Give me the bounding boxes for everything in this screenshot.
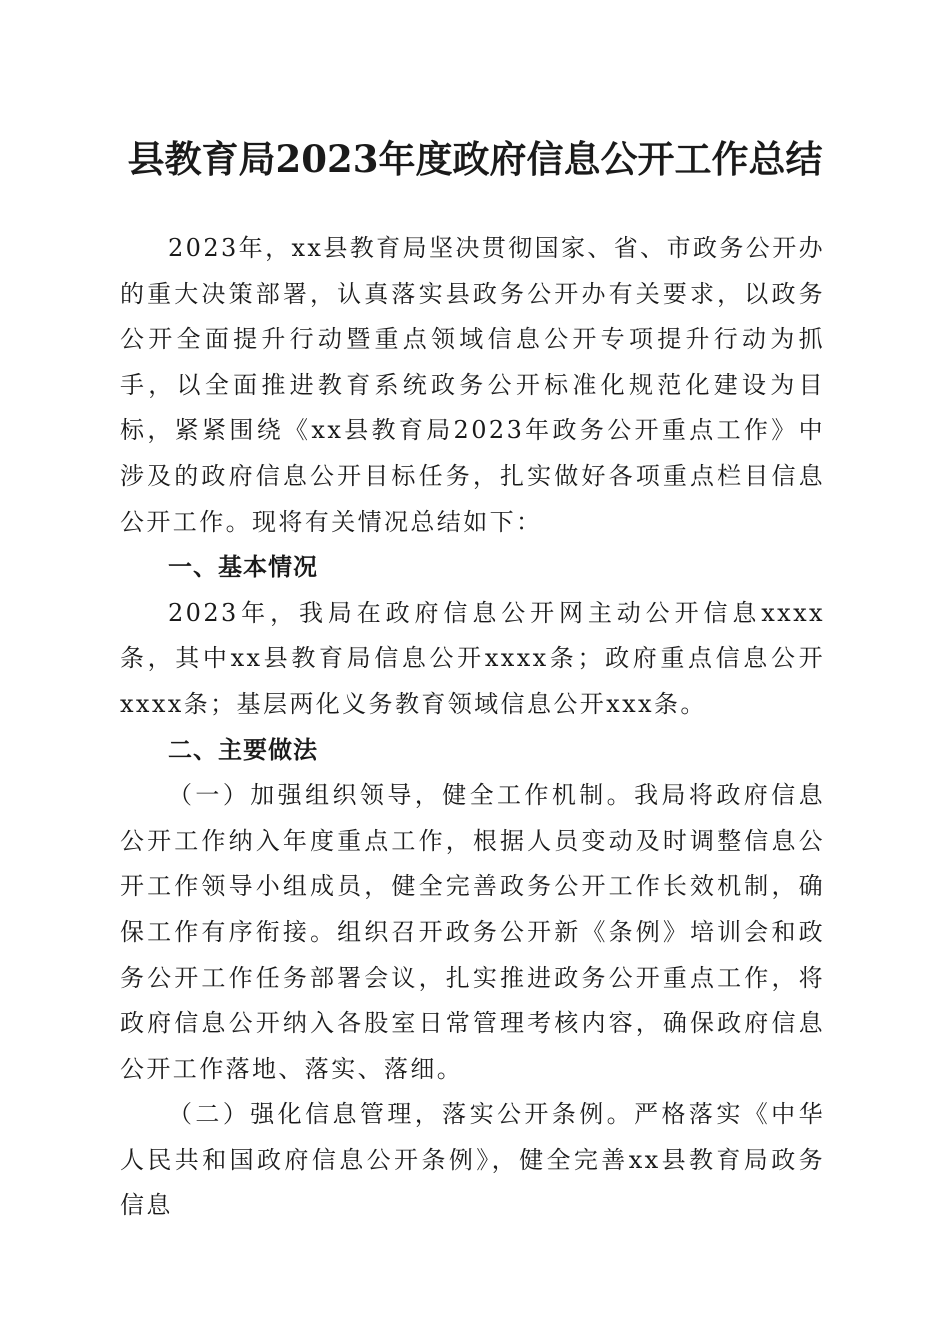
intro-paragraph: 2023年，xx县教育局坚决贯彻国家、省、市政务公开办的重大决策部署，认真落实县政务公开办有关要求，以政务公开全面提升行动暨重点领域信息公开专项提升行动为抓手，以全面推进教育系统政务公开标准化规范化建设为目标，紧紧围绕《xx县教育局2023年政务公开重点工作》中涉及的政府信息公开目标任务，扎实做好各项重点栏目信息公开工作。现将有关情况总结如下： — [120, 234, 825, 536]
section-heading-basic-situation: 一、基本情况 — [168, 553, 318, 582]
paragraph-text: 严格落实《中华人民共和国政府信息公开条例》，健全完善xx县教育局政务信息 — [120, 1100, 825, 1220]
section-heading-main-practices: 二、主要做法 — [168, 735, 318, 764]
paragraph-text: 我局将政府信息公开工作纳入年度重点工作，根据人员变动及时调整信息公开工作领导小组成员，健全完善政务公开工作长效机制，确保工作有序衔接。组织召开政务公开新《条例》培训会和政务公开工作任务部署会议，扎实推进政务公开重点工作，将政府信息公开纳入各股室日常管理考核内容，确保政府信息公开工作落地、落实、落细。 — [120, 781, 825, 1083]
document-body — [120, 226, 825, 1229]
paragraph-text: 2023年，我局在政府信息公开网主动公开信息xxxx条，其中xx县教育局信息公开xxxx条；政府重点信息公开xxxx条；基层两化义务教育领域信息公开xxx条。 — [120, 598, 825, 718]
practice-paragraph-2 — [120, 1092, 825, 1229]
paragraph-lead: （一）加强组织领导，健全工作机制。 — [168, 781, 635, 810]
basic-situation-paragraph — [120, 591, 825, 728]
paragraph-lead: （二）强化信息管理，落实公开条例。 — [168, 1100, 635, 1129]
document-title: 县教育局2023年度政府信息公开工作总结 — [127, 137, 823, 181]
practice-paragraph-1 — [120, 773, 825, 1092]
